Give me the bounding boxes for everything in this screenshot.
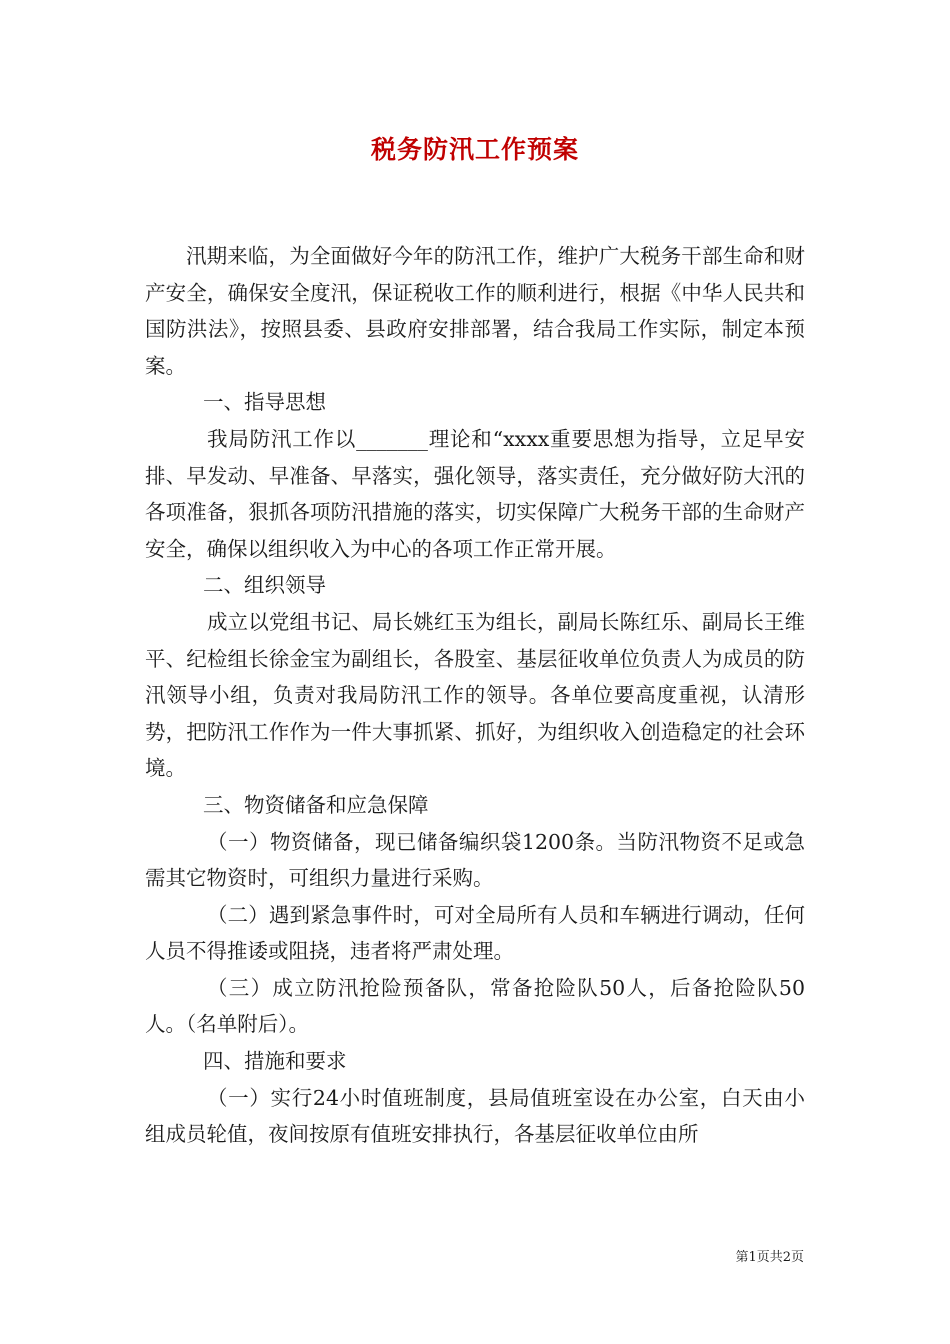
measures-item-1: （一）实行24小时值班制度，县局值班室设在办公室，白天由小组成员轮值，夜间按原有值班安排执行，各基层征收单位由所 <box>145 1085 805 1147</box>
document-title: 税务防汛工作预案 <box>370 135 579 164</box>
materials-item-3: （三）成立防汛抢险预备队，常备抢险队50人，后备抢险队50人。（名单附后）。 <box>145 975 805 1037</box>
section-heading-organization: 二、组织领导 <box>203 573 326 598</box>
section-heading-materials: 三、物资储备和应急保障 <box>203 792 429 817</box>
section-heading-measures: 四、措施和要求 <box>203 1049 347 1074</box>
materials-item-1: （一）物资储备，现已储备编织袋1200条。当防汛物资不足或急需其它物资时，可组织力量进行采购。 <box>145 829 805 891</box>
organization-paragraph: 成立以党组书记、局长姚红玉为组长，副局长陈红乐、副局长王维平、纪检组长徐金宝为副组长，各股室、基层征收单位负责人为成员的防汛领导小组，负责对我局防汛工作的领导。各单位要高度重视，认清形势，把防汛工作作为一件大事抓紧、抓好，为组织收入创造稳定的社会环境。 <box>145 609 805 781</box>
page-number: 第1页共2页 <box>735 1250 804 1265</box>
intro-paragraph: 汛期来临，为全面做好今年的防汛工作，维护广大税务干部生命和财产安全，确保安全度汛，保证税收工作的顺利进行，根据《中华人民共和国防洪法》，按照县委、县政府安排部署，结合我局工作实际，制定本预案。 <box>145 244 805 378</box>
guiding-thought-paragraph: 我局防汛工作以_______理论和“xxxx重要思想为指导，立足早安排、早发动、早准备、早落实，强化领导，落实责任，充分做好防大汛的各项准备，狠抓各项防汛措施的落实，切实保障广大税务干部的生命财产安全，确保以组织收入为中心的各项工作正常开展。 <box>145 426 805 561</box>
document-body <box>145 238 805 1153</box>
materials-item-2: （二）遇到紧急事件时，可对全局所有人员和车辆进行调动，任何人员不得推诿或阻挠，违者将严肃处理。 <box>145 902 805 964</box>
section-heading-guiding-thought: 一、指导思想 <box>203 390 326 415</box>
